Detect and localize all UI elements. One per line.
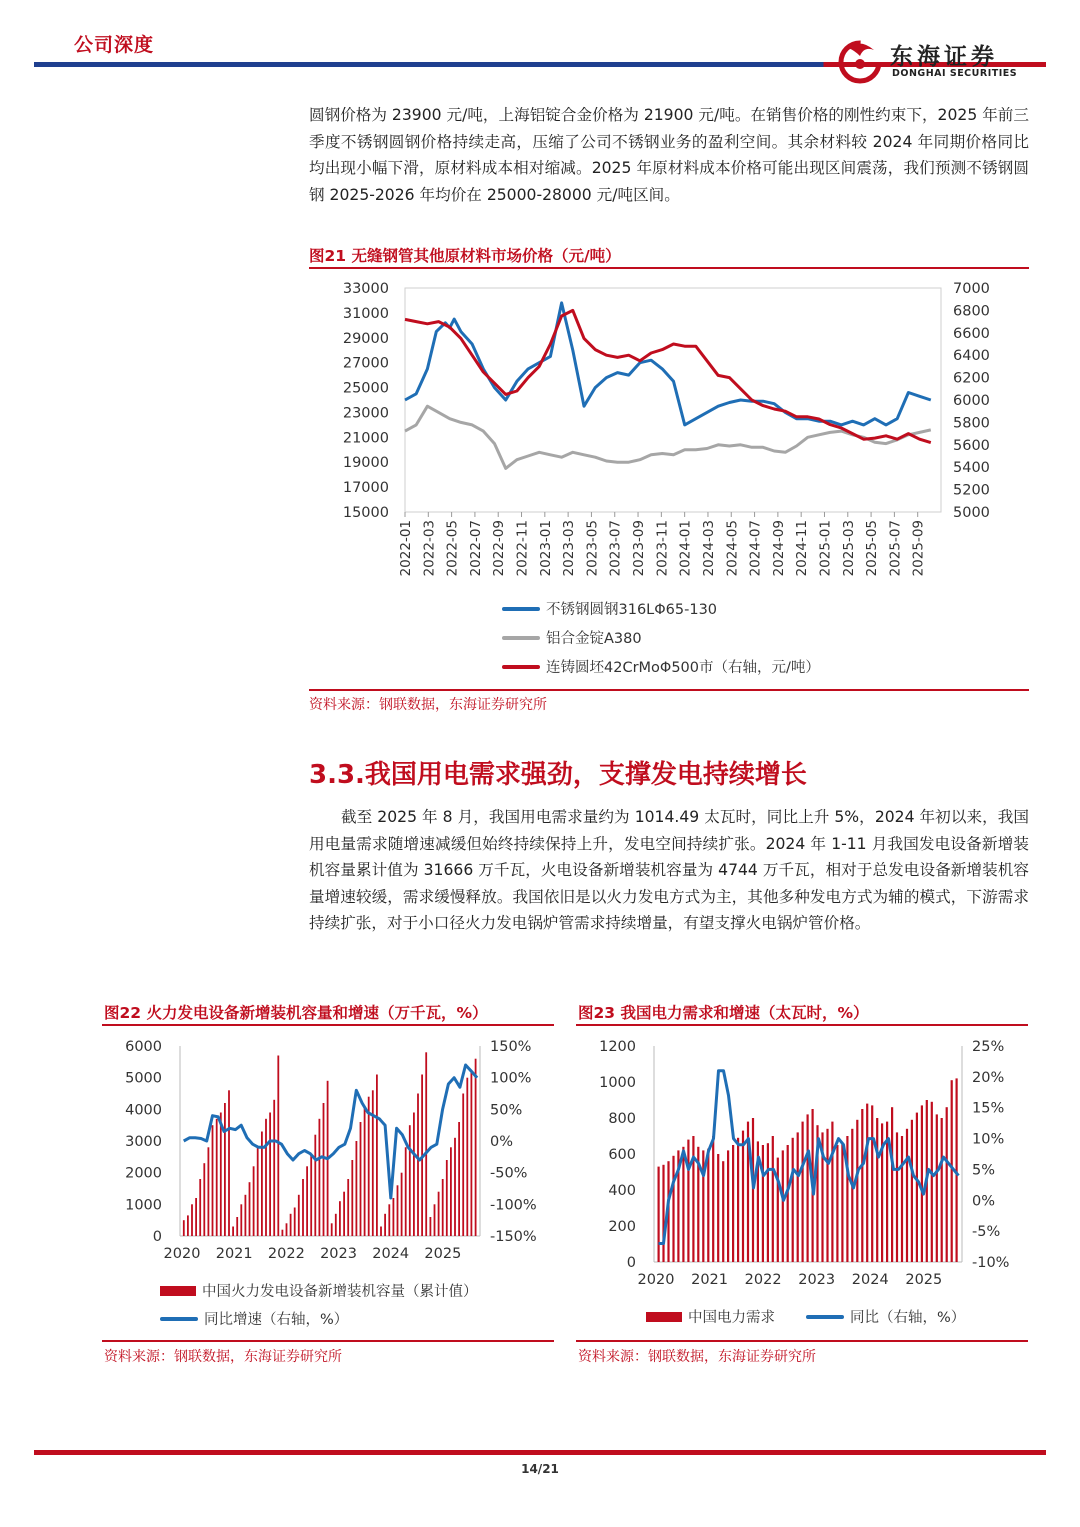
legend-swatch-red	[160, 1286, 196, 1296]
fig22-top-rule	[102, 1024, 554, 1026]
fig23-bar	[866, 1104, 868, 1262]
fig21-xtick-label: 2023-07	[607, 520, 624, 577]
fig23-ytick-left: 1000	[599, 1075, 636, 1091]
body-paragraph-text: 截至 2025 年 8 月，我国用电需求量约为 1014.49 太瓦时，同比上升 5%，2024 年初以来，我国用电量需求随增速减缓但始终持续保持上升，发电空间持续扩张。2024 年 1-11 月我国发电设备新增装机容量累计值为 31666 万千瓦，火电设备新增装机容量为 4744 万千瓦，相对于总发电设备新增装机容量增速较缓，需求缓慢释放。我国依旧是以火力发电方式为主，其他多种发电方式为辅的模式，下游需求持续扩张，对于小口径火力发电锅炉管需求持续增量，有望支撑火电锅炉管价格。	[309, 808, 1029, 932]
fig22-bar	[466, 1078, 468, 1236]
fig23-xtick-label: 2021	[691, 1272, 729, 1288]
body-paragraph	[309, 804, 1029, 937]
fig21-xtick-label: 2025-01	[817, 520, 834, 577]
fig22-bar	[306, 1166, 308, 1236]
fig23-bar	[742, 1131, 744, 1262]
fig22-xtick-label: 2025	[424, 1246, 462, 1262]
dragon-logo-icon	[834, 36, 886, 88]
fig23-bar	[802, 1122, 804, 1262]
fig22-chart	[102, 1030, 554, 1270]
page-number: 14/21	[521, 1462, 559, 1476]
fig22-bar	[277, 1056, 279, 1237]
fig21-xtick-label: 2024-07	[747, 520, 764, 577]
legend-swatch-blue	[806, 1315, 844, 1319]
fig21-chart	[309, 272, 1029, 602]
fig22-bar	[257, 1147, 259, 1236]
fig21-ytick-right: 5200	[953, 482, 990, 499]
fig22-growth-line	[184, 1065, 477, 1198]
fig22-bar	[343, 1192, 345, 1236]
fig22-xtick-label: 2020	[163, 1246, 201, 1262]
legend-label: 铝合金锭A380	[546, 631, 642, 647]
fig21-top-rule	[309, 267, 1029, 269]
fig23-bar	[826, 1129, 828, 1262]
fig22-ytick-left: 3000	[125, 1134, 162, 1150]
fig22-bar	[302, 1179, 304, 1236]
fig22-ytick-right: -50%	[490, 1165, 528, 1182]
fig21-ytick-right: 6800	[953, 303, 990, 320]
section-heading: 3.3.我国用电需求强劲，支撑发电持续增长	[309, 760, 807, 790]
fig22-xtick-label: 2021	[215, 1246, 253, 1262]
fig23-top-rule	[576, 1024, 1028, 1026]
fig21-title: 图21 无缝钢管其他原材料市场价格（元/吨）	[309, 247, 621, 265]
fig21-plot-frame	[405, 288, 941, 512]
fig21-xtick-label: 2025-09	[910, 520, 927, 577]
fig23-bar	[896, 1132, 898, 1262]
fig22-ytick-right: -150%	[490, 1229, 537, 1245]
fig23-ytick-right: -5%	[972, 1224, 1001, 1241]
fig23-bar	[682, 1147, 684, 1262]
fig23-bar	[861, 1109, 863, 1262]
fig22-bar	[265, 1119, 267, 1236]
fig23-xtick-label: 2020	[637, 1272, 675, 1288]
fig23-ytick-right: 5%	[972, 1162, 996, 1179]
fig22-bar	[438, 1192, 440, 1236]
fig21-ytick-right: 5800	[953, 415, 990, 432]
fig22-bar	[376, 1075, 378, 1237]
legend-label: 同比（右轴，%）	[850, 1310, 966, 1326]
fig22-bar	[298, 1195, 300, 1236]
fig21-xtick-label: 2022-05	[444, 520, 461, 577]
fig22-bar	[368, 1097, 370, 1236]
fig23-bar	[921, 1105, 923, 1262]
fig23-bar	[876, 1118, 878, 1262]
fig22-bar	[434, 1204, 436, 1236]
fig21-ytick-left: 17000	[342, 480, 389, 497]
fig23-bar	[836, 1145, 838, 1262]
fig22-bar	[351, 1160, 353, 1236]
fig22-ytick-right: 100%	[490, 1070, 532, 1087]
intro-paragraph-text: 圆钢价格为 23900 元/吨，上海铝锭合金价格为 21900 元/吨。在销售价格的刚性约束下，2025 年前三季度不锈钢圆钢价格持续走高，压缩了公司不锈钢业务的盈利空间。其余材料较 2024 年同期价格同比均出现小幅下滑，原材料成本相对缩减。2025 年原材料成本价格可能出现区间震荡，我们预测不锈钢圆钢 2025-2026 年均价在 25000-28000 元/吨区间。	[309, 106, 1029, 204]
fig23-bar	[662, 1165, 664, 1262]
footer-rule	[34, 1450, 1046, 1455]
fig22-bar	[323, 1103, 325, 1236]
fig22-xtick-label: 2023	[320, 1246, 357, 1262]
fig23-xtick-label: 2022	[744, 1272, 782, 1288]
fig21-ytick-right: 6200	[953, 370, 990, 387]
fig22-bar	[286, 1223, 288, 1236]
fig22-source: 资料来源：钢联数据，东海证券研究所	[104, 1349, 342, 1365]
fig22-bar	[331, 1223, 333, 1236]
fig23-ytick-left: 600	[608, 1147, 636, 1163]
fig23-legend-item-1	[646, 1306, 775, 1327]
fig21-xtick-label: 2023-01	[537, 520, 554, 577]
fig21-ytick-left: 15000	[342, 505, 389, 521]
fig22-ytick-left: 1000	[125, 1197, 162, 1214]
fig23-xtick-label: 2023	[798, 1272, 836, 1288]
fig21-ytick-right: 6000	[953, 393, 990, 409]
fig23-bar	[752, 1118, 754, 1262]
fig21-ytick-right: 5000	[953, 505, 990, 521]
fig22-bar	[388, 1204, 390, 1236]
fig22-ytick-right: 150%	[490, 1039, 532, 1055]
fig22-bar	[360, 1122, 362, 1236]
fig22-bar	[249, 1182, 251, 1236]
legend-swatch-blue	[160, 1317, 198, 1321]
legend-label: 不锈钢圆钢316LΦ65-130	[546, 602, 718, 618]
fig22-bar	[195, 1198, 197, 1236]
fig22-bar	[269, 1113, 271, 1237]
fig22-bar	[384, 1214, 386, 1236]
fig23-bar	[807, 1114, 809, 1262]
fig22-bottom-rule	[102, 1340, 554, 1342]
legend-swatch-blue	[502, 607, 540, 611]
legend-swatch-gray	[502, 636, 540, 640]
fig21-ytick-left: 31000	[342, 305, 389, 322]
company-logo	[834, 36, 1034, 88]
fig23-bar	[767, 1143, 769, 1262]
fig23-bar	[946, 1107, 948, 1262]
fig22-bar	[462, 1094, 464, 1237]
fig22-bar	[183, 1220, 185, 1236]
fig21-xtick-label: 2024-05	[724, 520, 741, 577]
fig21-ytick-right: 6400	[953, 348, 990, 365]
fig22-bar	[290, 1214, 292, 1236]
fig23-bar	[916, 1113, 918, 1262]
fig22-bar	[454, 1138, 456, 1236]
fig21-xtick-label: 2023-09	[631, 520, 648, 577]
fig22-ytick-right: -100%	[490, 1197, 537, 1214]
fig21-ytick-left: 23000	[342, 405, 389, 422]
fig22-ytick-right: 0%	[490, 1134, 514, 1150]
fig21-ytick-left: 29000	[342, 330, 389, 347]
fig22-bar	[212, 1125, 214, 1236]
fig22-bar	[450, 1147, 452, 1236]
legend-label: 同比增速（右轴，%）	[204, 1312, 349, 1328]
fig23-source: 资料来源：钢联数据，东海证券研究所	[578, 1349, 816, 1365]
fig21-xtick-label: 2025-05	[864, 520, 881, 577]
fig21-xtick-label: 2025-07	[887, 520, 904, 577]
fig22-bar	[458, 1122, 460, 1236]
fig22-bar	[356, 1141, 358, 1236]
fig23-bar	[762, 1145, 764, 1262]
fig22-bar	[417, 1094, 419, 1237]
fig23-bar	[692, 1136, 694, 1262]
fig23-xtick-label: 2025	[905, 1272, 943, 1288]
fig23-bar	[951, 1080, 953, 1262]
fig22-xtick-label: 2022	[267, 1246, 305, 1262]
fig23-bar	[911, 1120, 913, 1262]
fig21-ytick-right: 5600	[953, 437, 990, 454]
fig22-bar	[240, 1204, 242, 1236]
fig21-series-line-1	[405, 303, 931, 425]
fig21-xtick-label: 2022-03	[421, 520, 438, 577]
fig23-bar	[931, 1102, 933, 1262]
fig23-ytick-right: 0%	[972, 1193, 996, 1210]
fig23-bar	[672, 1156, 674, 1262]
fig21-xtick-label: 2022-09	[491, 520, 508, 577]
fig23-ytick-right: 15%	[972, 1100, 1005, 1117]
fig22-bar	[347, 1179, 349, 1236]
fig21-ytick-left: 21000	[342, 430, 389, 447]
legend-label: 中国电力需求	[688, 1310, 775, 1326]
fig22-bar	[273, 1100, 275, 1236]
fig23-bar	[712, 1136, 714, 1262]
fig22-ytick-right: 50%	[490, 1102, 523, 1119]
fig23-bar	[941, 1118, 943, 1262]
fig23-ytick-right: 20%	[972, 1069, 1005, 1086]
fig23-title: 图23 我国电力需求和增速（太瓦时，%）	[578, 1004, 869, 1022]
fig23-chart	[576, 1030, 1028, 1288]
fig21-xtick-label: 2023-05	[584, 520, 601, 577]
fig22-bar	[339, 1201, 341, 1236]
fig22-legend-item-1	[160, 1280, 478, 1301]
fig22-bar	[236, 1217, 238, 1236]
fig21-xtick-label: 2022-11	[514, 520, 531, 577]
fig22-bar	[191, 1204, 193, 1236]
fig23-bar	[707, 1149, 709, 1262]
fig22-title: 图22 火力发电设备新增装机容量和增速（万千瓦，%）	[104, 1004, 488, 1022]
fig22-xtick-label: 2024	[372, 1246, 410, 1262]
fig22-bar	[372, 1090, 374, 1236]
fig21-xtick-label: 2024-11	[794, 520, 811, 577]
fig23-ytick-right: -10%	[972, 1255, 1010, 1271]
fig22-bar	[245, 1195, 247, 1236]
legend-label: 中国火力发电设备新增装机容量（累计值）	[202, 1284, 478, 1300]
fig23-bar	[871, 1105, 873, 1262]
fig22-bar	[224, 1103, 226, 1236]
fig22-bar	[208, 1147, 210, 1236]
fig23-bar	[831, 1122, 833, 1262]
fig22-bar	[380, 1227, 382, 1237]
fig23-bar	[891, 1107, 893, 1262]
fig22-bar	[187, 1215, 189, 1236]
fig21-ytick-left: 19000	[342, 455, 389, 472]
fig22-bar	[475, 1059, 477, 1236]
fig22-bar	[471, 1071, 473, 1236]
fig22-bar	[335, 1214, 337, 1236]
fig23-bar	[717, 1154, 719, 1262]
fig21-ytick-right: 5400	[953, 460, 990, 477]
fig23-bar	[906, 1129, 908, 1262]
fig22-ytick-left: 2000	[125, 1165, 162, 1182]
fig22-bar	[319, 1119, 321, 1236]
fig23-ytick-left: 1200	[599, 1039, 636, 1055]
fig22-bar	[253, 1166, 255, 1236]
fig23-bar	[841, 1143, 843, 1262]
fig22-bar	[425, 1052, 427, 1236]
fig22-bar	[446, 1160, 448, 1236]
fig22-bar	[397, 1185, 399, 1236]
fig22-bar	[442, 1179, 444, 1236]
fig22-bar	[393, 1198, 395, 1236]
fig21-ytick-right: 6600	[953, 325, 990, 342]
fig21-series-line-2	[405, 406, 931, 468]
fig21-xtick-label: 2022-01	[398, 520, 414, 577]
fig23-bar	[787, 1145, 789, 1262]
fig23-bar	[727, 1150, 729, 1262]
header-section-label: 公司深度	[74, 34, 155, 56]
fig23-bar	[722, 1161, 724, 1262]
fig21-ytick-left: 25000	[342, 380, 389, 397]
fig23-bar	[856, 1120, 858, 1262]
fig23-ytick-left: 800	[608, 1111, 636, 1127]
fig22-bar	[409, 1125, 411, 1236]
fig22-bar	[314, 1135, 316, 1236]
fig21-xtick-label: 2022-07	[467, 520, 484, 577]
fig22-bar	[216, 1119, 218, 1236]
fig22-bar	[232, 1227, 234, 1237]
fig23-ytick-left: 200	[608, 1219, 636, 1235]
fig22-bar	[203, 1163, 205, 1236]
fig23-bar	[777, 1158, 779, 1262]
fig22-bar	[220, 1113, 222, 1237]
fig23-legend-item-2	[806, 1306, 965, 1327]
fig21-ytick-left: 27000	[342, 355, 389, 372]
legend-swatch-red	[502, 665, 540, 669]
fig22-bar	[430, 1217, 432, 1236]
fig21-xtick-label: 2024-01	[677, 520, 694, 577]
fig22-ytick-left: 4000	[125, 1102, 162, 1119]
fig21-xtick-label: 2023-11	[654, 520, 671, 577]
fig22-legend-item-2	[160, 1308, 348, 1329]
fig23-bar	[732, 1145, 734, 1262]
fig23-xtick-label: 2024	[851, 1272, 889, 1288]
legend-label: 连铸圆坯42CrMoΦ500市（右轴，元/吨）	[546, 660, 820, 676]
fig23-bar	[658, 1167, 660, 1262]
fig21-xtick-label: 2023-03	[561, 520, 578, 577]
fig22-bar	[199, 1179, 201, 1236]
fig23-bar	[797, 1132, 799, 1262]
fig21-legend-item-3	[502, 656, 820, 677]
logo-name-cn: 东海证券	[890, 44, 998, 70]
fig22-bar	[282, 1230, 284, 1236]
fig23-bar	[737, 1138, 739, 1262]
fig22-bar	[413, 1113, 415, 1237]
fig23-bottom-rule	[576, 1340, 1028, 1342]
fig22-ytick-left: 6000	[125, 1039, 162, 1055]
fig22-bar	[310, 1154, 312, 1236]
fig21-source: 资料来源：钢联数据，东海证券研究所	[309, 697, 547, 713]
fig23-ytick-right: 25%	[972, 1039, 1005, 1055]
fig22-bar	[405, 1147, 407, 1236]
fig22-bar	[294, 1208, 296, 1237]
logo-name-en: DONGHAI SECURITIES	[892, 68, 1018, 79]
fig22-bar	[364, 1106, 366, 1236]
fig22-bar	[401, 1173, 403, 1236]
fig23-bar	[782, 1150, 784, 1262]
fig21-legend-item-1	[502, 598, 717, 619]
fig23-bar	[792, 1138, 794, 1262]
intro-paragraph	[309, 102, 1029, 208]
fig23-bar	[901, 1136, 903, 1262]
legend-swatch-red	[646, 1312, 682, 1322]
fig21-ytick-left: 33000	[342, 281, 389, 297]
fig21-legend-item-2	[502, 627, 642, 648]
fig21-xtick-label: 2025-03	[840, 520, 857, 577]
fig23-bar	[851, 1129, 853, 1262]
fig21-ytick-right: 7000	[953, 281, 990, 297]
fig23-bar	[772, 1136, 774, 1262]
fig22-ytick-left: 0	[152, 1229, 162, 1245]
fig21-bottom-rule	[309, 689, 1029, 691]
fig22-ytick-left: 5000	[125, 1070, 162, 1087]
fig23-ytick-left: 400	[608, 1183, 636, 1199]
fig23-bar	[687, 1140, 689, 1262]
fig23-bar	[936, 1114, 938, 1262]
fig21-xtick-label: 2024-09	[770, 520, 787, 577]
fig23-ytick-left: 0	[626, 1255, 636, 1271]
fig21-xtick-label: 2024-03	[700, 520, 717, 577]
fig22-bar	[228, 1090, 230, 1236]
fig23-ytick-right: 10%	[972, 1131, 1005, 1148]
